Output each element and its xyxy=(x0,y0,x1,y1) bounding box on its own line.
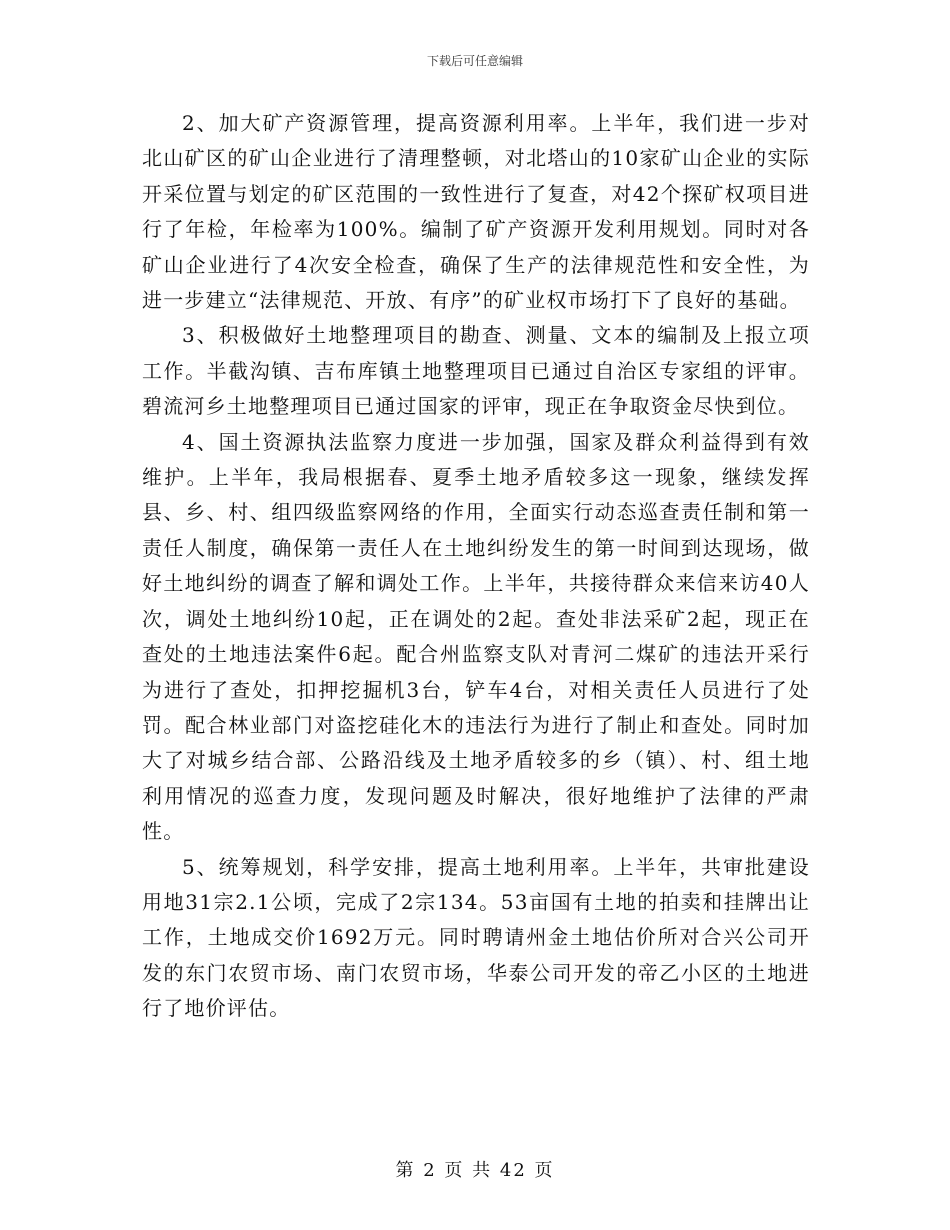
paragraph-mineral-resources: 2、加大矿产资源管理，提高资源利用率。上半年，我们进一步对北山矿区的矿山企业进行了清理整顿，对北塔山的10家矿山企业的实际开采位置与划定的矿区范围的一致性进行了复查，对42个探矿权项目进行了年检，年检率为100%。编制了矿产资源开发利用规划。同时对各矿山企业进行了4次安全检查，确保了生产的法律规范性和安全性，为进一步建立“法律规范、开放、有序”的矿业权市场打下了良好的基础。 xyxy=(142,111,810,313)
paragraph-law-enforcement: 4、国土资源执法监察力度进一步加强，国家及群众利益得到有效维护。上半年，我局根据春、夏季土地矛盾较多这一现象，继续发挥县、乡、村、组四级监察网络的作用，全面实行动态巡查责任制和第一责任人制度，确保第一责任人在土地纠纷发生的第一时间到达现场，做好土地纠纷的调查了解和调处工作。上半年，共接待群众来信来访40人次，调处土地纠纷10起，正在调处的2起。查处非法采矿2起，现正在查处的土地违法案件6起。配合州监察支队对青河二煤矿的违法开采行为进行了查处，扣押挖掘机3台，铲车4台，对相关责任人员进行了处罚。配合林业部门对盗挖硅化木的违法行为进行了制止和查处。同时加大了对城乡结合部、公路沿线及土地矛盾较多的乡（镇）、村、组土地利用情况的巡查力度，发现问题及时解决，很好地维护了法律的严肃性。 xyxy=(142,429,810,844)
footer-current-page: 2 xyxy=(423,1160,437,1181)
paragraph-land-planning: 5、统筹规划，科学安排，提高土地利用率。上半年，共审批建设用地31宗2.1公顷，完成了2宗134。53亩国有土地的拍卖和挂牌出让工作，土地成交价1692万元。同时聘请州金土地估价所对合兴公司开发的东门农贸市场、南门农贸市场，华泰公司开发的帝乙小区的土地进行了地价评估。 xyxy=(142,854,810,1021)
footer-prefix: 第 xyxy=(395,1160,416,1181)
page-footer xyxy=(0,1156,950,1182)
document-body xyxy=(142,106,810,1027)
footer-suffix: 页 xyxy=(534,1160,555,1181)
page-header: 下载后可任意编辑 xyxy=(426,54,523,68)
footer-total-pages: 42 xyxy=(499,1160,527,1181)
footer-middle: 页 共 xyxy=(444,1160,493,1181)
paragraph-land-consolidation: 3、积极做好土地整理项目的勘查、测量、文本的编制及上报立项工作。半截沟镇、吉布库镇土地整理项目已通过自治区专家组的评审。碧流河乡土地整理项目已通过国家的评审，现正在争取资金尽快到位。 xyxy=(142,323,810,419)
